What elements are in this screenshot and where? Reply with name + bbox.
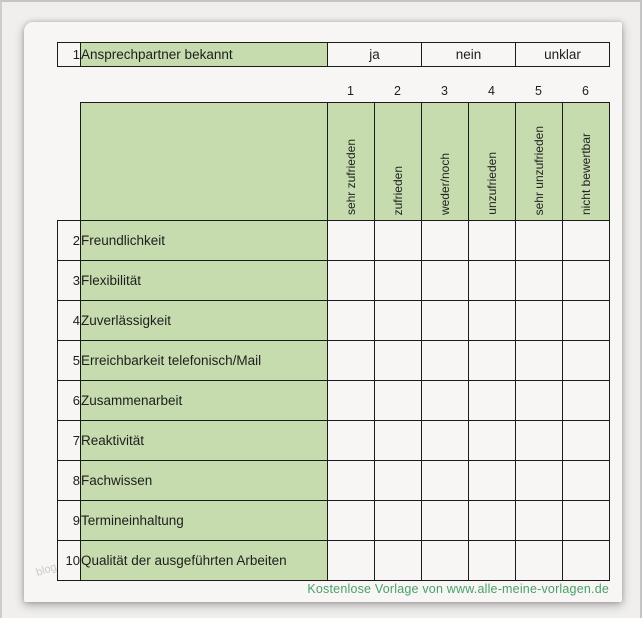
- rating-cell[interactable]: [422, 381, 469, 421]
- rating-cell[interactable]: [516, 261, 563, 301]
- row-label: Reaktivität: [81, 421, 328, 461]
- row-number: 9: [58, 501, 81, 541]
- footer-credit-link[interactable]: Kostenlose Vorlage von www.alle-meine-vorlagen.de: [307, 582, 609, 596]
- rating-cell[interactable]: [328, 501, 375, 541]
- column-header-cell: [422, 103, 469, 221]
- rating-cell[interactable]: [375, 221, 422, 261]
- table-row: [58, 221, 610, 261]
- rating-cell[interactable]: [375, 301, 422, 341]
- table-row: [58, 421, 610, 461]
- table-row: [58, 541, 610, 581]
- row-label: Zusammenarbeit: [81, 381, 328, 421]
- row-number: 8: [58, 461, 81, 501]
- column-header-cell: [516, 103, 563, 221]
- table-row: [58, 501, 610, 541]
- rating-matrix-table: [57, 102, 610, 581]
- rating-cell[interactable]: [469, 461, 516, 501]
- rating-cell[interactable]: [375, 461, 422, 501]
- rating-cell[interactable]: [469, 341, 516, 381]
- rating-cell[interactable]: [563, 301, 610, 341]
- rating-cell[interactable]: [422, 341, 469, 381]
- column-numbers-row: [327, 84, 609, 101]
- header-empty-label-cell: [81, 103, 328, 221]
- column-number: 2: [394, 84, 401, 98]
- row-number: 10: [58, 541, 81, 581]
- rating-cell[interactable]: [469, 541, 516, 581]
- rating-cell[interactable]: [469, 381, 516, 421]
- rating-cell[interactable]: [328, 461, 375, 501]
- rating-cell[interactable]: [328, 421, 375, 461]
- column-header-label: weder/noch: [438, 152, 452, 215]
- rating-cell[interactable]: [328, 341, 375, 381]
- rating-cell[interactable]: [563, 261, 610, 301]
- rating-cell[interactable]: [516, 381, 563, 421]
- rating-cell[interactable]: [469, 261, 516, 301]
- rating-cell[interactable]: [422, 261, 469, 301]
- row-number: 5: [58, 341, 81, 381]
- column-number: 6: [582, 84, 589, 98]
- rating-cell[interactable]: [516, 341, 563, 381]
- rating-cell[interactable]: [563, 421, 610, 461]
- watermark: blog: [34, 561, 59, 579]
- column-header-label: zufrieden: [391, 165, 405, 215]
- rating-cell[interactable]: [328, 221, 375, 261]
- header-spacer: [58, 103, 81, 221]
- column-number: 3: [441, 84, 448, 98]
- rating-cell[interactable]: [563, 341, 610, 381]
- rating-cell[interactable]: [375, 341, 422, 381]
- rating-cell[interactable]: [516, 301, 563, 341]
- column-header-cell: [469, 103, 516, 221]
- column-header-label: nicht bewertbar: [579, 132, 593, 215]
- column-header-cell: [563, 103, 610, 221]
- column-number: 1: [347, 84, 354, 98]
- column-header-cell: [328, 103, 375, 221]
- rating-cell[interactable]: [375, 381, 422, 421]
- table-row: [58, 341, 610, 381]
- question-number: 1: [58, 43, 81, 67]
- rating-cell[interactable]: [563, 381, 610, 421]
- rating-cell[interactable]: [516, 541, 563, 581]
- rating-cell[interactable]: [422, 421, 469, 461]
- rating-cell[interactable]: [375, 541, 422, 581]
- row-number: 3: [58, 261, 81, 301]
- matrix-header-row: [58, 103, 610, 221]
- rating-cell[interactable]: [516, 501, 563, 541]
- option-ja[interactable]: ja: [328, 43, 422, 67]
- row-label: Freundlichkeit: [81, 221, 328, 261]
- option-unklar[interactable]: unklar: [516, 43, 610, 67]
- column-header-label: sehr zufrieden: [344, 138, 358, 215]
- rating-cell[interactable]: [328, 301, 375, 341]
- rating-cell[interactable]: [516, 461, 563, 501]
- question-row: [58, 43, 610, 67]
- rating-cell[interactable]: [422, 541, 469, 581]
- rating-cell[interactable]: [328, 541, 375, 581]
- rating-cell[interactable]: [516, 221, 563, 261]
- rating-cell[interactable]: [375, 421, 422, 461]
- rating-cell[interactable]: [422, 501, 469, 541]
- row-label: Erreichbarkeit telefonisch/Mail: [81, 341, 328, 381]
- question-label: Ansprechpartner bekannt: [81, 43, 328, 67]
- rating-cell[interactable]: [328, 261, 375, 301]
- column-header-label: unzufrieden: [485, 152, 499, 215]
- column-header-cell: [375, 103, 422, 221]
- table-row: [58, 381, 610, 421]
- rating-cell[interactable]: [469, 421, 516, 461]
- rating-cell[interactable]: [563, 541, 610, 581]
- rating-cell[interactable]: [469, 301, 516, 341]
- row-label: Flexibilität: [81, 261, 328, 301]
- table-row: [58, 461, 610, 501]
- option-nein[interactable]: nein: [422, 43, 516, 67]
- column-number: 4: [488, 84, 495, 98]
- rating-cell[interactable]: [328, 381, 375, 421]
- row-label: Qualität der ausgeführten Arbeiten: [81, 541, 328, 581]
- row-number: 6: [58, 381, 81, 421]
- rating-cell[interactable]: [375, 501, 422, 541]
- rating-cell[interactable]: [563, 461, 610, 501]
- row-label: Zuverlässigkeit: [81, 301, 328, 341]
- rating-cell[interactable]: [375, 261, 422, 301]
- rating-cell[interactable]: [469, 501, 516, 541]
- rating-cell[interactable]: [516, 421, 563, 461]
- row-label: Fachwissen: [81, 461, 328, 501]
- rating-cell[interactable]: [422, 461, 469, 501]
- row-label: Termineinhaltung: [81, 501, 328, 541]
- rating-cell[interactable]: [563, 221, 610, 261]
- column-header-label: sehr unzufrieden: [532, 125, 546, 215]
- form-page: [24, 22, 622, 602]
- table-row: [58, 261, 610, 301]
- rating-cell[interactable]: [563, 501, 610, 541]
- question-table: [57, 42, 610, 67]
- row-number: 7: [58, 421, 81, 461]
- row-number: 2: [58, 221, 81, 261]
- row-number: 4: [58, 301, 81, 341]
- rating-cell[interactable]: [469, 221, 516, 261]
- rating-cell[interactable]: [422, 301, 469, 341]
- column-number: 5: [535, 84, 542, 98]
- rating-cell[interactable]: [422, 221, 469, 261]
- table-row: [58, 301, 610, 341]
